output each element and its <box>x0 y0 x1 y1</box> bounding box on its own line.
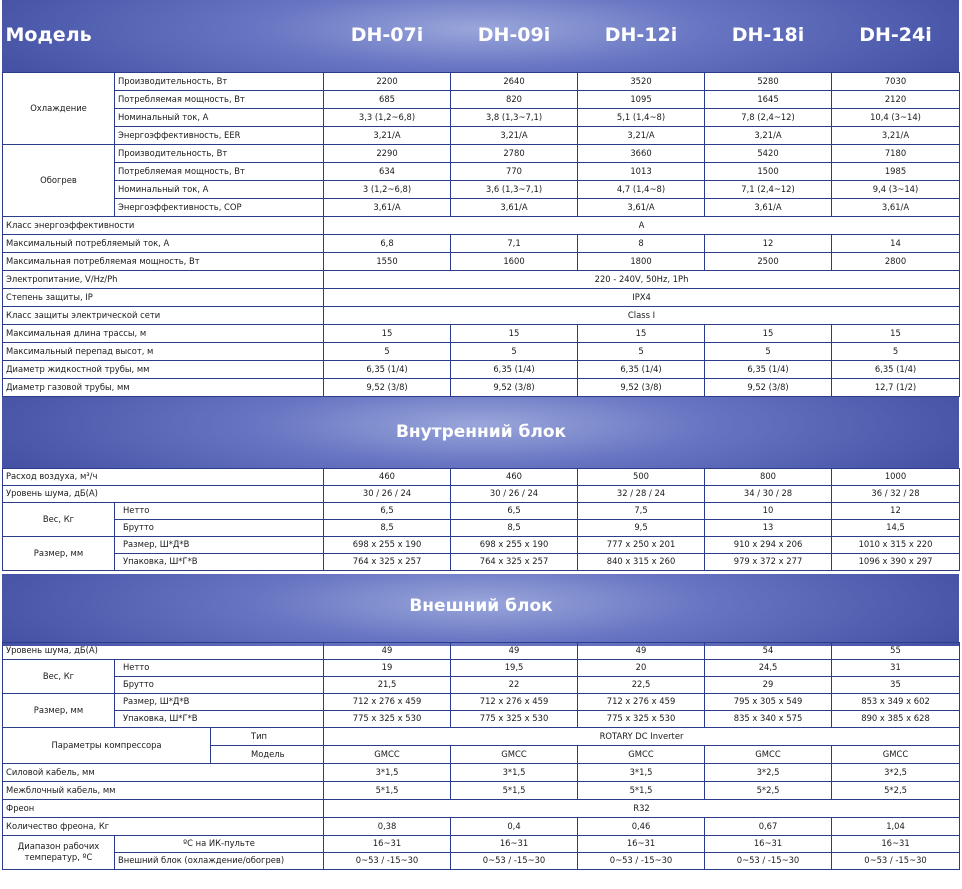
value-cell: 0,38 <box>324 817 451 835</box>
value-cell: 19 <box>324 659 451 676</box>
value-cell: 1800 <box>578 252 705 270</box>
value-cell: 0,4 <box>451 817 578 835</box>
table-row <box>3 727 960 745</box>
value-cell: 3,8 (1,3~7,1) <box>451 108 578 126</box>
value-cell: 7180 <box>832 144 960 162</box>
row-label: Потребляемая мощность, Вт <box>115 162 324 180</box>
value-cell: 4,7 (1,4~8) <box>578 180 705 198</box>
value-cell: 15 <box>324 324 451 342</box>
table-row <box>3 710 960 727</box>
table-row <box>3 216 960 234</box>
value-cell: 16~31 <box>832 835 960 852</box>
value-cell: 32 / 28 / 24 <box>578 485 705 502</box>
value-cell: 1550 <box>324 252 451 270</box>
row-label: Уровень шума, дБ(А) <box>3 485 324 502</box>
row-label: ºС на ИК-пульте <box>115 835 324 852</box>
value-cell: 6,35 (1/4) <box>324 360 451 378</box>
value-cell: 3,21/A <box>578 126 705 144</box>
value-cell: 6,8 <box>324 234 451 252</box>
value-cell: 795 x 305 x 549 <box>705 693 832 710</box>
row-label: Упаковка, Ш*Г*В <box>115 553 324 570</box>
value-cell: 22 <box>451 676 578 693</box>
table-row <box>3 817 960 835</box>
value-cell: 49 <box>578 642 705 659</box>
value-cell: 2800 <box>832 252 960 270</box>
merged-value: IPX4 <box>324 288 960 306</box>
value-cell: 777 x 250 x 201 <box>578 536 705 553</box>
value-cell: 20 <box>578 659 705 676</box>
value-cell: 3,61/A <box>832 198 960 216</box>
header-row <box>3 0 960 72</box>
value-cell: 2780 <box>451 144 578 162</box>
row-label: Электропитание, V/Hz/Ph <box>3 270 324 288</box>
value-cell: 5*2,5 <box>705 781 832 799</box>
value-cell: 3,6 (1,3~7,1) <box>451 180 578 198</box>
row-label: Модель <box>211 745 324 763</box>
value-cell: 7,1 <box>451 234 578 252</box>
value-cell: 9,52 (3/8) <box>324 378 451 396</box>
value-cell: 1000 <box>832 468 960 485</box>
row-label: Энергоэффективность, COP <box>115 198 324 216</box>
value-cell: 9,52 (3/8) <box>705 378 832 396</box>
value-cell: 9,52 (3/8) <box>451 378 578 396</box>
value-cell: 2640 <box>451 72 578 90</box>
value-cell: 460 <box>451 468 578 485</box>
table-row <box>3 234 960 252</box>
value-cell: 9,5 <box>578 519 705 536</box>
table-row <box>3 252 960 270</box>
table-row <box>3 799 960 817</box>
value-cell: 764 x 325 x 257 <box>324 553 451 570</box>
value-cell: 6,35 (1/4) <box>578 360 705 378</box>
section-row <box>3 396 960 468</box>
row-label: Нетто <box>115 659 324 676</box>
value-cell: GMCC <box>578 745 705 763</box>
value-cell: 6,35 (1/4) <box>705 360 832 378</box>
value-cell: 3,61/A <box>578 198 705 216</box>
value-cell: 5420 <box>705 144 832 162</box>
value-cell: 3*2,5 <box>705 763 832 781</box>
table-row <box>3 519 960 536</box>
value-cell: 22,5 <box>578 676 705 693</box>
value-cell: 2290 <box>324 144 451 162</box>
table-row <box>3 306 960 324</box>
table-row <box>3 144 960 162</box>
value-cell: 6,5 <box>451 502 578 519</box>
value-cell: 712 x 276 x 459 <box>578 693 705 710</box>
row-label: Межблочный кабель, мм <box>3 781 324 799</box>
value-cell: 3,61/A <box>451 198 578 216</box>
value-cell: 9,4 (3~14) <box>832 180 960 198</box>
value-cell: 3*2,5 <box>832 763 960 781</box>
row-label: Максимальная длина трассы, м <box>3 324 324 342</box>
table-row <box>3 126 960 144</box>
model-name: DH-07i <box>350 24 424 47</box>
value-cell: 10 <box>705 502 832 519</box>
row-label: Расход воздуха, м³/ч <box>3 468 324 485</box>
value-cell: 5280 <box>705 72 832 90</box>
model-name: DH-12i <box>604 24 678 47</box>
value-cell: 7,1 (2,4~12) <box>705 180 832 198</box>
value-cell: 3660 <box>578 144 705 162</box>
value-cell: 712 x 276 x 459 <box>324 693 451 710</box>
value-cell: 3,61/A <box>324 198 451 216</box>
model-name: DH-24i <box>859 24 932 47</box>
value-cell: 764 x 325 x 257 <box>451 553 578 570</box>
table-row <box>3 288 960 306</box>
row-label: Диаметр газовой трубы, мм <box>3 378 324 396</box>
row-label: Размер, Ш*Д*В <box>115 693 324 710</box>
value-cell: 3*1,5 <box>324 763 451 781</box>
value-cell: 1600 <box>451 252 578 270</box>
row-label: Степень защиты, IP <box>3 288 324 306</box>
table-row <box>3 72 960 90</box>
table-row <box>3 642 960 659</box>
value-cell: 2500 <box>705 252 832 270</box>
value-cell: 31 <box>832 659 960 676</box>
table-row <box>3 342 960 360</box>
value-cell: 1,04 <box>832 817 960 835</box>
row-label: Максимальный потребляемый ток, А <box>3 234 324 252</box>
value-cell: 7,8 (2,4~12) <box>705 108 832 126</box>
row-label: Класс защиты электрической сети <box>3 306 324 324</box>
value-cell: 12 <box>832 502 960 519</box>
table-row <box>3 693 960 710</box>
row-label: Тип <box>211 727 324 745</box>
row-label: Потребляемая мощность, Вт <box>115 90 324 108</box>
value-cell: 3,21/A <box>705 126 832 144</box>
model-label: Модель <box>5 24 92 47</box>
table-row <box>3 90 960 108</box>
value-cell: 12 <box>705 234 832 252</box>
value-cell: 49 <box>324 642 451 659</box>
value-cell: 698 x 255 x 190 <box>451 536 578 553</box>
value-cell: 5*2,5 <box>832 781 960 799</box>
value-cell: 0,67 <box>705 817 832 835</box>
merged-value: R32 <box>324 799 960 817</box>
table-row <box>3 835 960 852</box>
value-cell: 5 <box>832 342 960 360</box>
row-label: Номинальный ток, А <box>115 180 324 198</box>
value-cell: 5*1,5 <box>578 781 705 799</box>
row-label: Максимальный перепад высот, м <box>3 342 324 360</box>
value-cell: 979 x 372 x 277 <box>705 553 832 570</box>
value-cell: 1500 <box>705 162 832 180</box>
table-row <box>3 324 960 342</box>
value-cell: 30 / 26 / 24 <box>451 485 578 502</box>
value-cell: 0~53 / -15~30 <box>578 852 705 869</box>
value-cell: 8 <box>578 234 705 252</box>
value-cell: 13 <box>705 519 832 536</box>
value-cell: 835 x 340 x 575 <box>705 710 832 727</box>
value-cell: 685 <box>324 90 451 108</box>
row-label: Номинальный ток, А <box>115 108 324 126</box>
section-row <box>3 570 960 642</box>
table-row <box>3 781 960 799</box>
value-cell: 5 <box>578 342 705 360</box>
row-label: Максимальная потребляемая мощность, Вт <box>3 252 324 270</box>
model-name: DH-18i <box>731 24 805 47</box>
value-cell: 29 <box>705 676 832 693</box>
value-cell: 500 <box>578 468 705 485</box>
value-cell: 840 x 315 x 260 <box>578 553 705 570</box>
value-cell: 3,61/A <box>705 198 832 216</box>
table-row <box>3 270 960 288</box>
value-cell: GMCC <box>832 745 960 763</box>
value-cell: 6,5 <box>324 502 451 519</box>
value-cell: 775 x 325 x 530 <box>578 710 705 727</box>
group-indoor-weight: Вес, Кг <box>3 502 115 536</box>
value-cell: 0,46 <box>578 817 705 835</box>
value-cell: 34 / 30 / 28 <box>705 485 832 502</box>
row-label: Количество фреона, Кг <box>3 817 324 835</box>
value-cell: 54 <box>705 642 832 659</box>
value-cell: 21,5 <box>324 676 451 693</box>
table-row <box>3 852 960 869</box>
row-label: Брутто <box>115 676 324 693</box>
value-cell: 16~31 <box>578 835 705 852</box>
value-cell: 1013 <box>578 162 705 180</box>
value-cell: 12,7 (1/2) <box>832 378 960 396</box>
group-temp-range: Диапазон рабочих температур, ºС <box>3 835 115 869</box>
group-compressor: Параметры компрессора <box>3 727 211 763</box>
value-cell: 5*1,5 <box>324 781 451 799</box>
value-cell: 24,5 <box>705 659 832 676</box>
value-cell: 5*1,5 <box>451 781 578 799</box>
table-row <box>3 659 960 676</box>
value-cell: 0~53 / -15~30 <box>832 852 960 869</box>
table-row <box>3 180 960 198</box>
value-cell: 6,35 (1/4) <box>832 360 960 378</box>
value-cell: 770 <box>451 162 578 180</box>
table-row <box>3 162 960 180</box>
value-cell: 775 x 325 x 530 <box>324 710 451 727</box>
value-cell: 853 x 349 x 602 <box>832 693 960 710</box>
table-row <box>3 198 960 216</box>
value-cell: 6,35 (1/4) <box>451 360 578 378</box>
value-cell: 15 <box>705 324 832 342</box>
value-cell: 16~31 <box>705 835 832 852</box>
value-cell: 1096 x 390 x 297 <box>832 553 960 570</box>
value-cell: 15 <box>451 324 578 342</box>
value-cell: 910 x 294 x 206 <box>705 536 832 553</box>
value-cell: 3*1,5 <box>451 763 578 781</box>
table-row <box>3 536 960 553</box>
value-cell: 634 <box>324 162 451 180</box>
outdoor-section-title: Внешний блок <box>409 595 553 616</box>
value-cell: 3,21/A <box>832 126 960 144</box>
row-label: Внешний блок (охлаждение/обогрев) <box>115 852 324 869</box>
value-cell: 9,52 (3/8) <box>578 378 705 396</box>
value-cell: 3,21/A <box>324 126 451 144</box>
row-label: Производительность, Вт <box>115 144 324 162</box>
merged-value: ROTARY DC Inverter <box>324 727 960 745</box>
value-cell: 1095 <box>578 90 705 108</box>
value-cell: 2200 <box>324 72 451 90</box>
table-row <box>3 468 960 485</box>
row-label: Класс энергоэффективности <box>3 216 324 234</box>
value-cell: 5,1 (1,4~8) <box>578 108 705 126</box>
row-label: Нетто <box>115 502 324 519</box>
value-cell: 15 <box>832 324 960 342</box>
table-row <box>3 553 960 570</box>
value-cell: 3*1,5 <box>578 763 705 781</box>
table-row <box>3 360 960 378</box>
value-cell: 15 <box>578 324 705 342</box>
spec-table <box>2 0 960 870</box>
value-cell: 8,5 <box>324 519 451 536</box>
table-row <box>3 676 960 693</box>
value-cell: 0~53 / -15~30 <box>705 852 832 869</box>
value-cell: 698 x 255 x 190 <box>324 536 451 553</box>
value-cell: 1010 x 315 x 220 <box>832 536 960 553</box>
value-cell: 14,5 <box>832 519 960 536</box>
value-cell: 460 <box>324 468 451 485</box>
row-label: Производительность, Вт <box>115 72 324 90</box>
group-outdoor-size: Размер, мм <box>3 693 115 727</box>
group-outdoor-weight: Вес, Кг <box>3 659 115 693</box>
value-cell: 30 / 26 / 24 <box>324 485 451 502</box>
value-cell: 1645 <box>705 90 832 108</box>
value-cell: 3,3 (1,2~6,8) <box>324 108 451 126</box>
merged-value: A <box>324 216 960 234</box>
table-row <box>3 485 960 502</box>
value-cell: 5 <box>705 342 832 360</box>
value-cell: 16~31 <box>324 835 451 852</box>
group-indoor-size: Размер, мм <box>3 536 115 570</box>
value-cell: 7,5 <box>578 502 705 519</box>
indoor-section-title: Внутренний блок <box>395 421 567 442</box>
value-cell: 5 <box>451 342 578 360</box>
row-label: Диаметр жидкостной трубы, мм <box>3 360 324 378</box>
value-cell: 890 x 385 x 628 <box>832 710 960 727</box>
row-label: Энергоэффективность, EER <box>115 126 324 144</box>
value-cell: 0~53 / -15~30 <box>324 852 451 869</box>
row-label: Силовой кабель, мм <box>3 763 324 781</box>
value-cell: 5 <box>324 342 451 360</box>
value-cell: GMCC <box>705 745 832 763</box>
value-cell: 16~31 <box>451 835 578 852</box>
value-cell: 820 <box>451 90 578 108</box>
value-cell: 775 x 325 x 530 <box>451 710 578 727</box>
merged-value: Class I <box>324 306 960 324</box>
value-cell: 800 <box>705 468 832 485</box>
value-cell: 35 <box>832 676 960 693</box>
value-cell: 19,5 <box>451 659 578 676</box>
table-row <box>3 502 960 519</box>
value-cell: 3 (1,2~6,8) <box>324 180 451 198</box>
row-label: Упаковка, Ш*Г*В <box>115 710 324 727</box>
group-cooling: Охлаждение <box>3 72 115 144</box>
value-cell: 1985 <box>832 162 960 180</box>
row-label: Уровень шума, дБ(А) <box>3 642 324 659</box>
value-cell: 55 <box>832 642 960 659</box>
value-cell: 49 <box>451 642 578 659</box>
value-cell: 36 / 32 / 28 <box>832 485 960 502</box>
group-heating: Обогрев <box>3 144 115 216</box>
value-cell: 3520 <box>578 72 705 90</box>
value-cell: GMCC <box>324 745 451 763</box>
model-name: DH-09i <box>477 24 551 47</box>
value-cell: 14 <box>832 234 960 252</box>
table-row <box>3 763 960 781</box>
merged-value: 220 - 240V, 50Hz, 1Ph <box>324 270 960 288</box>
value-cell: 10,4 (3~14) <box>832 108 960 126</box>
row-label: Брутто <box>115 519 324 536</box>
value-cell: 8,5 <box>451 519 578 536</box>
row-label: Размер, Ш*Д*В <box>115 536 324 553</box>
value-cell: 2120 <box>832 90 960 108</box>
value-cell: 3,21/A <box>451 126 578 144</box>
value-cell: 0~53 / -15~30 <box>451 852 578 869</box>
table-row <box>3 108 960 126</box>
value-cell: 712 x 276 x 459 <box>451 693 578 710</box>
table-row <box>3 378 960 396</box>
value-cell: 7030 <box>832 72 960 90</box>
value-cell: GMCC <box>451 745 578 763</box>
row-label: Фреон <box>3 799 324 817</box>
